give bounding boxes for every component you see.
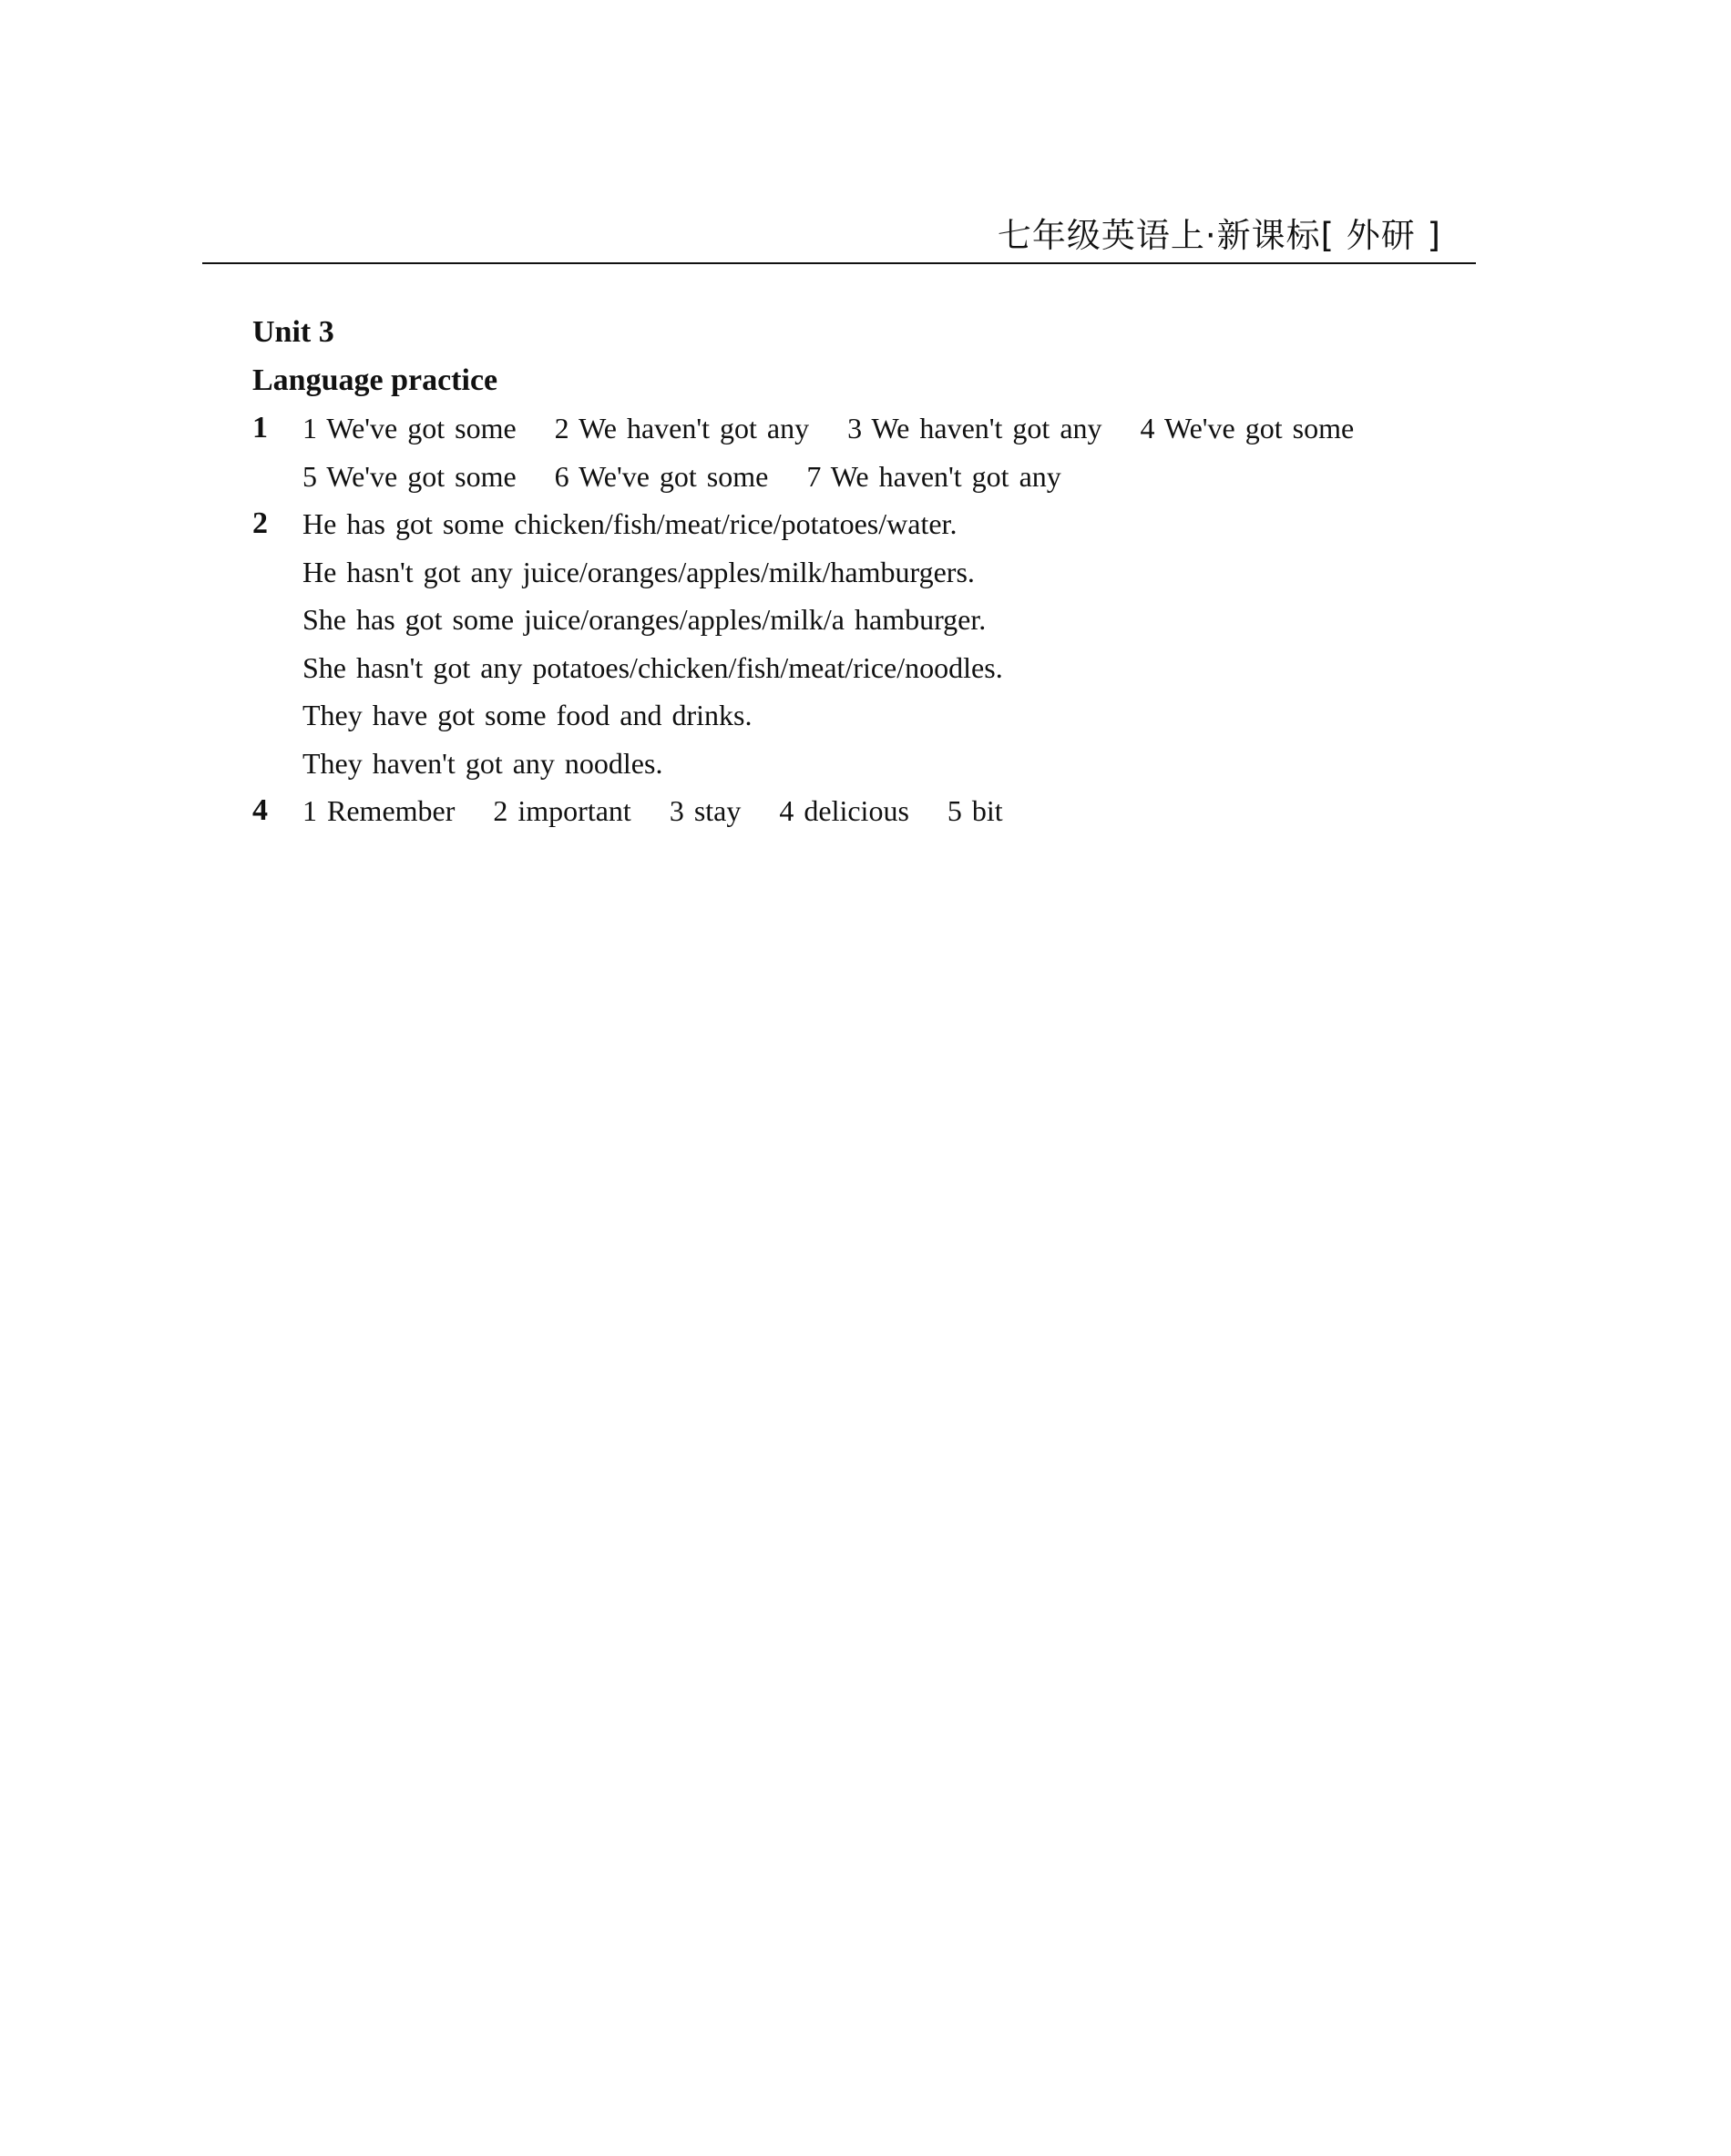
answer-item: 2 We haven't got any <box>554 412 810 444</box>
answer-line: He has got some chicken/fish/meat/rice/potatoes/water. <box>302 507 958 540</box>
section-title: Language practice <box>252 363 498 397</box>
answer-item: 3 stay <box>669 794 742 827</box>
page-header <box>202 199 1476 264</box>
exercise-number: 2 <box>252 506 268 540</box>
answer-line: He hasn't got any juice/oranges/apples/milk/hamburgers. <box>302 555 975 588</box>
answer-item: 5 We've got some <box>302 459 517 493</box>
answer-item: 1 We've got some <box>302 412 517 444</box>
answer-row <box>302 453 1482 501</box>
answer-item: 4 We've got some <box>1140 412 1355 444</box>
answer-item: 7 We haven't got any <box>806 459 1061 493</box>
answer-item: 3 We haven't got any <box>847 412 1102 444</box>
answer-content <box>252 308 1482 835</box>
answer-line: She hasn't got any potatoes/chicken/fish/meat/rice/noodles. <box>302 650 1003 684</box>
answer-item: 6 We've got some <box>554 459 769 493</box>
exercise-2 <box>252 500 1482 787</box>
exercise-1 <box>252 404 1482 500</box>
answer-item: 4 delicious <box>779 794 909 827</box>
exercise-number: 1 <box>252 411 268 444</box>
answer-row <box>302 787 1482 835</box>
answer-line: She has got some juice/oranges/apples/milk/a hamburger. <box>302 603 987 636</box>
exercise-number: 4 <box>252 793 268 827</box>
book-title: 七年级英语上·新课标[ 外研 ] <box>997 216 1441 255</box>
answer-line: They haven't got any noodles. <box>302 746 663 780</box>
exercise-4 <box>252 787 1482 835</box>
answer-item: 2 important <box>493 794 631 827</box>
answer-item: 5 bit <box>947 794 1003 827</box>
unit-title: Unit 3 <box>252 315 334 349</box>
answer-row <box>302 404 1482 453</box>
answer-item: 1 Remember <box>302 794 456 827</box>
answer-line: They have got some food and drinks. <box>302 699 753 731</box>
